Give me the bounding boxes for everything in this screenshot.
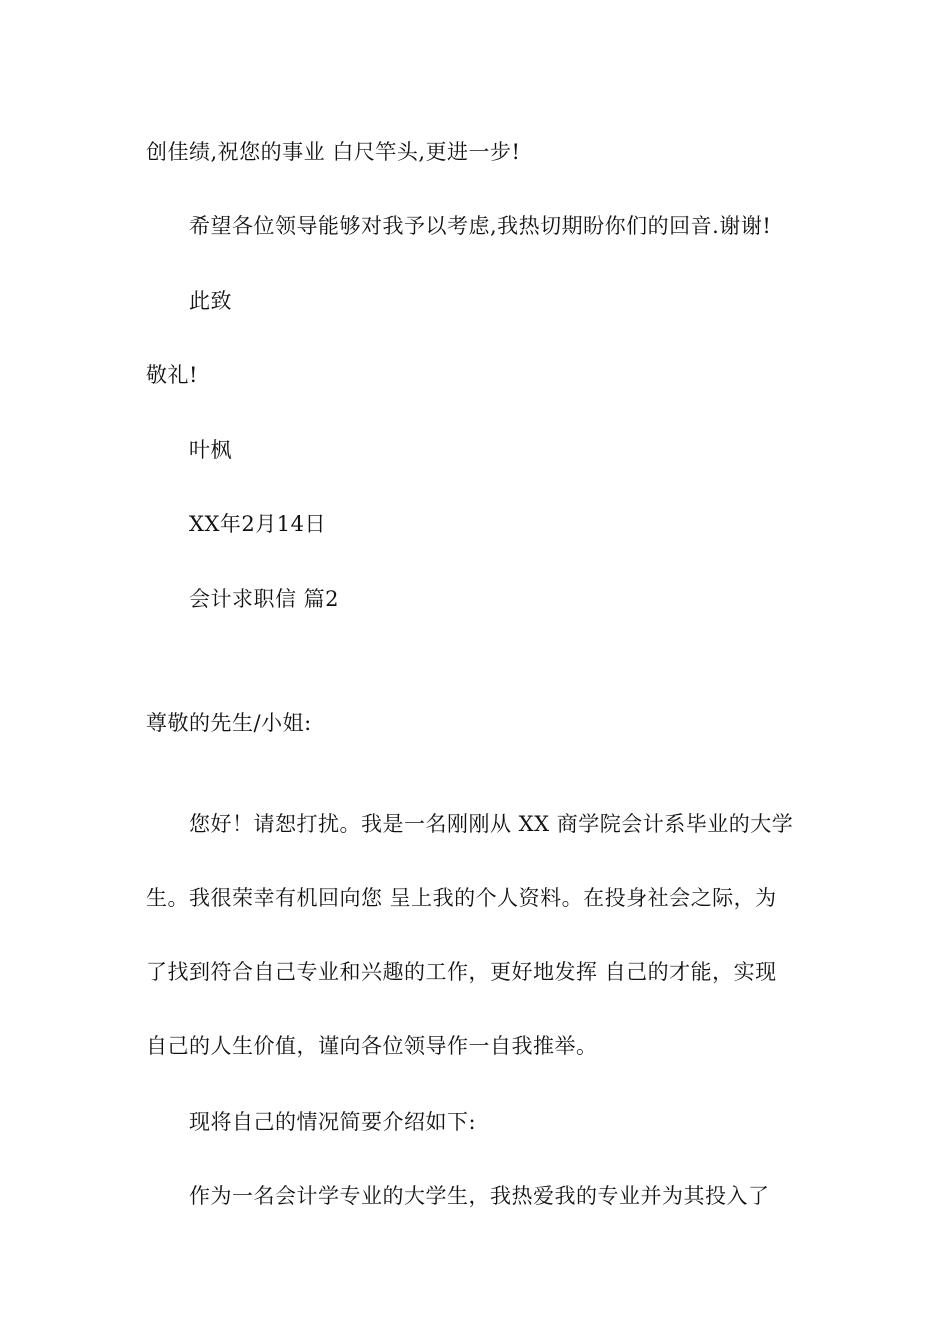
greeting-line: 尊敬的先生/小姐: xyxy=(146,711,312,735)
salutation-closing: 此致 xyxy=(189,289,232,313)
paragraph-line: 生。我很荣幸有机回向您 呈上我的个人资料。在投身社会之际，为 xyxy=(146,886,777,910)
section-heading: 会计求职信 篇2 xyxy=(189,587,340,611)
paragraph-line: 作为一名会计学专业的大学生，我热爱我的专业并为其投入了 xyxy=(189,1184,770,1208)
paragraph-line: 希望各位领导能够对我予以考虑,我热切期盼你们的回音.谢谢! xyxy=(189,214,772,238)
paragraph-line: 了找到符合自己专业和兴趣的工作，更好地发挥 自己的才能，实现 xyxy=(146,960,777,984)
paragraph-line: 创佳绩,祝您的事业 白尺竿头,更进一步! xyxy=(146,140,521,164)
signature-name: 叶枫 xyxy=(189,438,232,462)
salutation-respect: 敬礼! xyxy=(146,363,198,387)
paragraph-line: 自己的人生价值，谨向各位领导作一自我推举。 xyxy=(146,1034,598,1058)
signature-date: XX年2月14日 xyxy=(189,512,326,536)
paragraph-line: 现将自己的情况简要介绍如下: xyxy=(189,1110,477,1134)
paragraph-line: 您好！请恕打扰。我是一名刚刚从 XX 商学院会计系毕业的大学 xyxy=(189,812,794,836)
